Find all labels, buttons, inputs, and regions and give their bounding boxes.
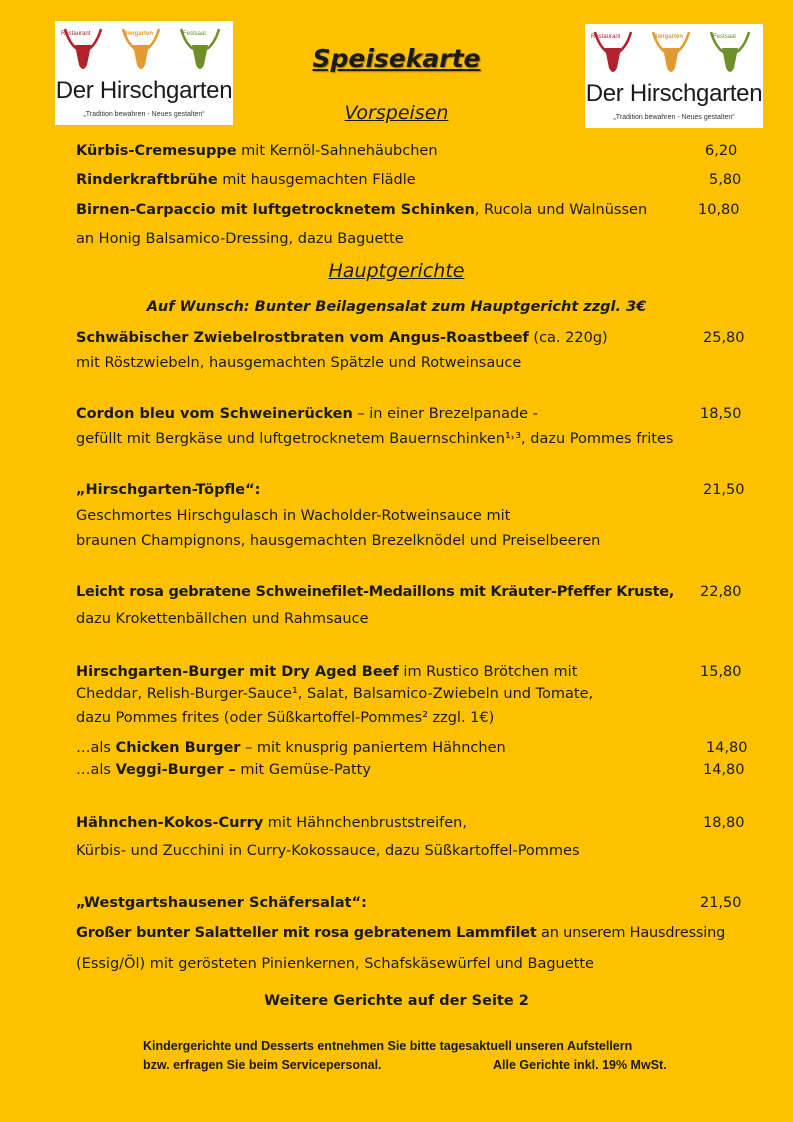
logo-label-biergarten: Biergarten <box>123 31 154 37</box>
menu-item-price: 18,80 <box>703 815 745 831</box>
menu-item-description: (Essig/Öl) mit gerösteten Pinienkernen, Schafskäsewürfel und Baguette <box>76 956 594 972</box>
logo-slogan: „Tradition bewahren - Neues gestalten“ <box>83 111 205 118</box>
menu-item-name-line: …als Chicken Burger – mit knusprig paniertem Hähnchen <box>76 740 506 756</box>
menu-item-description: dazu Krokettenbällchen und Rahmsauce <box>76 611 369 627</box>
section-header-starters: Vorspeisen <box>344 102 449 124</box>
menu-item-name-line: Großer bunter Salatteller mit rosa gebratenem Lammfilet an unserem Hausdressing <box>76 925 726 941</box>
menu-item-price: 22,80 <box>700 584 742 600</box>
menu-item-description: mit Röstzwiebeln, hausgemachten Spätzle und Rotweinsauce <box>76 355 522 371</box>
logo-label-restaurant: Restaurant <box>61 31 91 37</box>
menu-item-name-line: Hähnchen-Kokos-Curry mit Hähnchenbruststreifen, <box>76 815 467 831</box>
logo-slogan: „Tradition bewahren - Neues gestalten“ <box>613 114 735 121</box>
menu-item-description: gefüllt mit Bergkäse und luftgetrocknetem Bauernschinken¹˒³, dazu Pommes frites <box>76 431 674 447</box>
menu-item-description: an Honig Balsamico-Dressing, dazu Baguette <box>76 231 404 247</box>
menu-item-price: 6,20 <box>705 143 738 159</box>
logo-label-festsaal: Festsaal <box>183 31 206 37</box>
menu-item-name-line: Cordon bleu vom Schweinerücken – in einer Brezelpanade - <box>76 406 538 422</box>
logo-brand: Der Hirschgarten <box>585 80 763 107</box>
menu-item-name-line: Rinderkraftbrühe mit hausgemachten Flädle <box>76 172 416 188</box>
menu-item-price: 18,50 <box>700 406 742 422</box>
menu-item-description: Kürbis- und Zucchini in Curry-Kokossauce, dazu Süßkartoffel-Pommes <box>76 843 580 859</box>
footer-line-1: Kindergerichte und Desserts entnehmen Sie bitte tagesaktuell unseren Aufstellern <box>143 1039 633 1053</box>
section-header-mains: Hauptgerichte <box>328 260 465 282</box>
menu-item-description: braunen Champignons, hausgemachten Brezelknödel und Preiselbeeren <box>76 533 601 549</box>
menu-item-name-line: Schwäbischer Zwiebelrostbraten vom Angus-Roastbeef (ca. 220g) <box>76 330 608 346</box>
page-title: Speisekarte <box>312 44 481 73</box>
logo-label-restaurant: Restaurant <box>591 34 621 40</box>
menu-item-description: Cheddar, Relish-Burger-Sauce¹, Salat, Balsamico-Zwiebeln und Tomate, <box>76 686 594 702</box>
menu-item-price: 21,50 <box>700 895 742 911</box>
menu-item-name-line: „Hirschgarten-Töpfle“: <box>76 482 261 498</box>
menu-item-price: 15,80 <box>700 664 742 680</box>
menu-item-name-line: Birnen-Carpaccio mit luftgetrocknetem Schinken, Rucola und Walnüssen <box>76 202 648 218</box>
menu-item-price: 5,80 <box>709 172 742 188</box>
more-dishes-note: Weitere Gerichte auf der Seite 2 <box>264 993 529 1009</box>
menu-item-price: 21,50 <box>703 482 745 498</box>
logo-label-festsaal: Festsaal <box>713 34 736 40</box>
logo-label-biergarten: Biergarten <box>653 34 684 40</box>
menu-item-name-line: Leicht rosa gebratene Schweinefilet-Medaillons mit Kräuter-Pfeffer Kruste, <box>76 584 675 600</box>
menu-item-name-line: …als Veggi-Burger – mit Gemüse-Patty <box>76 762 371 778</box>
menu-item-description: Geschmortes Hirschgulasch in Wacholder-Rotweinsauce mit <box>76 508 511 524</box>
menu-item-name-line: „Westgartshausener Schäfersalat“: <box>76 895 367 911</box>
menu-item-price: 14,80 <box>706 740 748 756</box>
mains-note: Auf Wunsch: Bunter Beilagensalat zum Hauptgericht zzgl. 3€ <box>146 299 647 315</box>
logo-brand: Der Hirschgarten <box>55 77 233 104</box>
menu-item-price: 14,80 <box>703 762 745 778</box>
menu-item-price: 25,80 <box>703 330 745 346</box>
menu-item-price: 10,80 <box>698 202 740 218</box>
menu-item-name-line: Hirschgarten-Burger mit Dry Aged Beef im Rustico Brötchen mit <box>76 664 578 680</box>
menu-item-description: dazu Pommes frites (oder Süßkartoffel-Pommes² zzgl. 1€) <box>76 710 495 726</box>
footer-line-2: bzw. erfragen Sie beim Servicepersonal. <box>143 1058 382 1072</box>
menu-item-name-line: Kürbis-Cremesuppe mit Kernöl-Sahnehäubchen <box>76 143 438 159</box>
footer-vat-note: Alle Gerichte inkl. 19% MwSt. <box>493 1058 667 1072</box>
